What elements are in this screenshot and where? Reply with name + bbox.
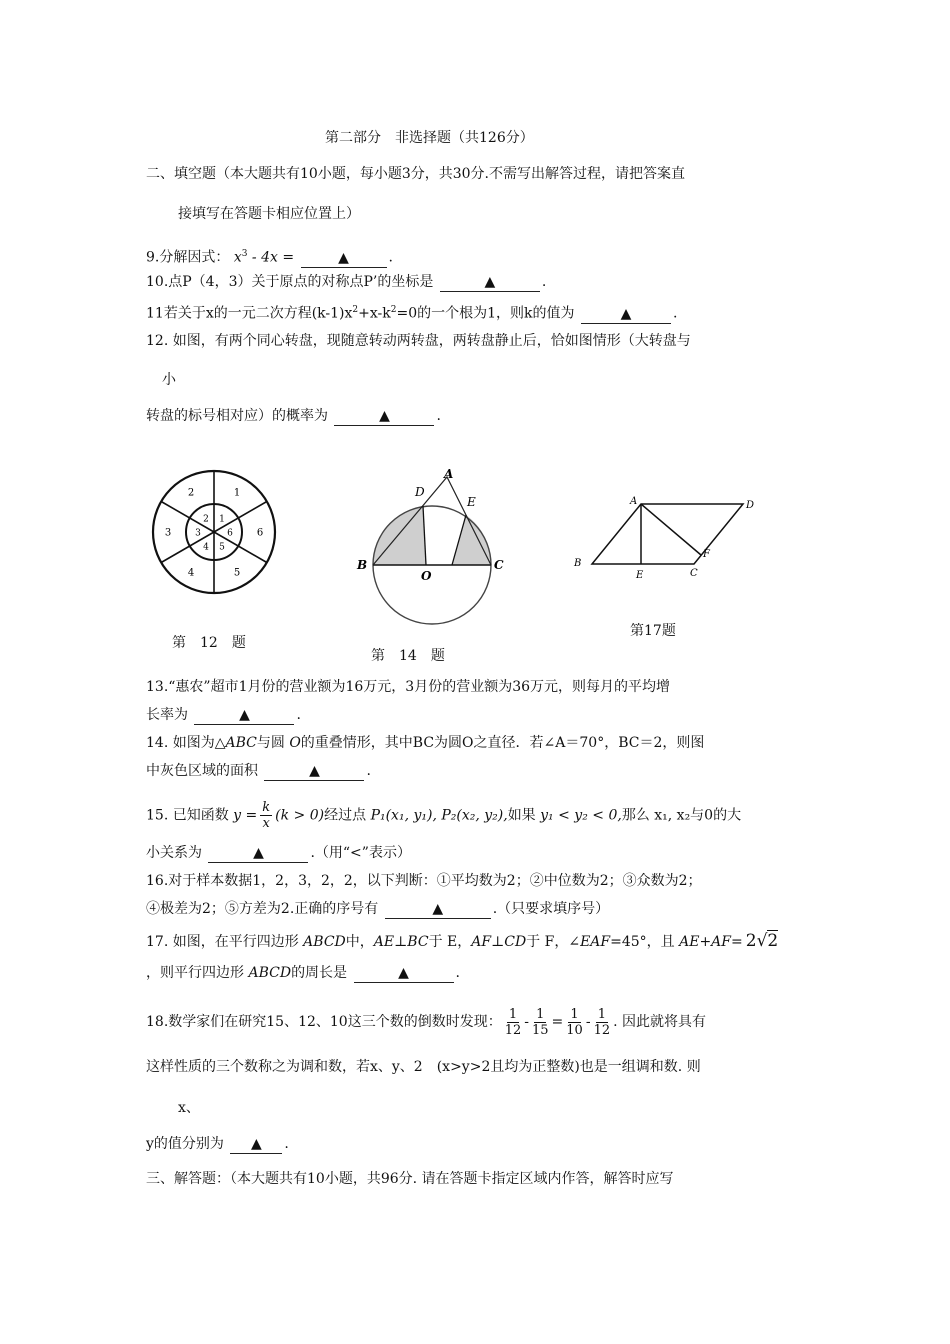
spinner-label: 1 [219,514,225,525]
answer-blank[interactable]: ▲ [440,274,540,292]
spinner-label: 1 [233,487,241,499]
section2-heading-cont: 接填写在答题卡相应位置上） [178,206,360,222]
label-C: C [690,568,698,579]
question-13: 13.“惠农”超市1月份的营业额为16万元，3月份的营业额为36万元，则每月的平均增 [146,679,671,695]
question-12: 12. 如图，有两个同心转盘，现随意转动两转盘，两转盘静止后，恰如图情形（大转盘与 [146,333,691,349]
figure-17-caption: 第17题 [630,623,676,639]
spinner-label: 6 [227,528,233,539]
answer-blank[interactable]: ▲ [385,901,491,919]
label-E: E [636,570,644,581]
figure-14-circle-triangle [355,468,505,628]
label-F: F [703,549,710,560]
question-14-cont: 中灰色区域的面积 ▲ . [146,763,371,779]
figure-14-caption: 第 14 题 [371,648,445,664]
spinner-label: 6 [256,527,264,539]
label-B: B [574,558,582,569]
sqrt-icon: √ [756,931,768,951]
question-14: 14. 如图为△ABC与圆 O的重叠情形，其中BC为圆O之直径．若∠A＝70°，BC＝2，则图 [146,735,705,751]
label-D: D [746,500,755,511]
question-18-cont3: y的值分别为 ▲ . [146,1136,289,1152]
figure-12-caption: 第 12 题 [172,635,246,651]
fraction-k-over-x: $\frac{k}{x}$ [262,800,271,831]
question-15: 15. 已知函数 y = $\frac{k}{x}$ (k > 0)经过点 P₁(x₁, y₁), P₂(x₂, y₂),如果 y₁ < y₂ < 0,那么 x₁, x₂与0的大 [146,800,742,831]
question-18-cont: 这样性质的三个数称之为调和数，若x、y、2 (x>y>2且均为正整数)也是一组调和数. 则 [146,1059,701,1075]
spinner-label: 4 [203,542,209,553]
answer-blank[interactable]: ▲ [301,250,387,268]
answer-blank[interactable]: ▲ [334,408,434,426]
question-18: 18.数学家们在研究15、12、10这三个数的倒数时发现： $\frac{1}{12}$ - $\frac{1}{15}$ = $\frac{1}{10}$ - $\frac{1}{12}$ . 因此就将具有 [146,1006,707,1038]
part-title: 第二部分 非选择题（共126分） [325,130,534,146]
section3-heading: 三、解答题：（本大题共有10小题，共96分. 请在答题卡指定区域内作答，解答时应写 [146,1171,674,1187]
spinner-label: 2 [187,487,195,499]
answer-blank[interactable]: ▲ [230,1136,282,1154]
label-D: D [415,485,425,499]
answer-blank[interactable]: ▲ [264,763,364,781]
question-15-cont: 小关系为 ▲ .（用“<”表示） [146,845,411,861]
question-10: 10.点P（4，3）关于原点的对称点P’的坐标是 ▲ . [146,274,547,290]
label-A: A [630,496,638,507]
spinner-label: 2 [203,514,209,525]
question-17-cont: ，则平行四边形 ABCD的周长是 ▲ . [146,965,460,981]
question-13-cont: 长率为 ▲ . [146,707,301,723]
spinner-label: 4 [187,567,195,579]
sqrt-expression: 2√2 [745,931,779,951]
question-18-cont2: x、 [178,1100,200,1116]
answer-blank[interactable]: ▲ [194,707,294,725]
label-O: O [421,569,432,583]
question-11: 11若关于x的一元二次方程$(k-1)x^2+x-k^2=0$的一个根为1，则k的值为 ▲ . [146,305,678,322]
question-12-cont: 小 [162,372,176,388]
spinner-label: 3 [195,528,201,539]
spinner-label: 5 [233,567,241,579]
question-17: 17. 如图，在平行四边形 ABCD中，AE⊥BC于 E，AF⊥CD于 F，∠EAF=45°，且 AE+AF= 2√2 [146,931,779,951]
spinner-label: 5 [219,542,225,553]
figure-12-spinners [150,465,280,600]
section2-heading: 二、填空题（本大题共有10小题，每小题3分，共30分.不需写出解答过程，请把答案直 [146,166,685,182]
label-E: E [467,495,476,509]
answer-blank[interactable]: ▲ [354,965,454,983]
question-16-cont: ④极差为2；⑤方差为2.正确的序号有 ▲ .（只要求填序号） [146,901,610,917]
label-B: B [357,558,368,572]
parallelogram-abcd [592,504,743,564]
answer-blank[interactable]: ▲ [581,306,671,324]
question-16: 16.对于样本数据1，2，3，2，2，以下判断：①平均数为2；②中位数为2；③众数为2； [146,873,702,889]
answer-blank[interactable]: ▲ [208,845,308,863]
question-12-cont2: 转盘的标号相对应）的概率为 ▲ . [146,408,441,424]
label-C: C [494,558,504,572]
spinner-label: 3 [164,527,172,539]
figure-17-parallelogram [570,490,770,585]
label-A: A [444,468,454,481]
question-9: 9.分解因式： $x^3 - 4x$ = ▲ . [146,249,393,266]
